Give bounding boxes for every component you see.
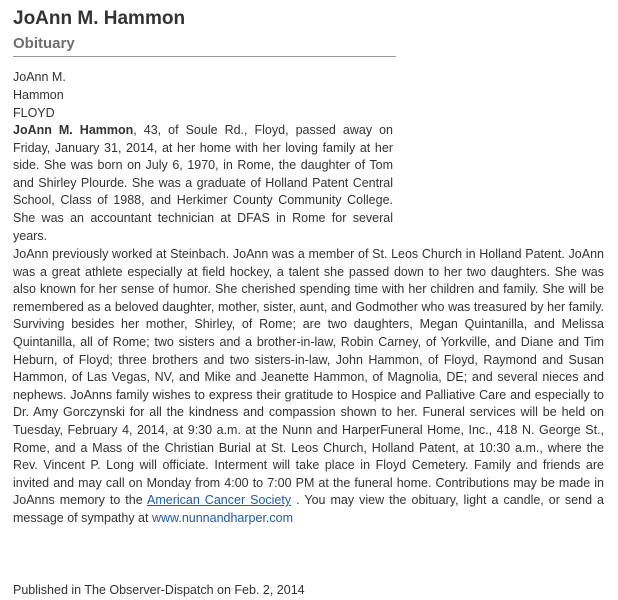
body-paragraph xyxy=(13,246,604,528)
obituary-header xyxy=(13,8,395,54)
page-title: JoAnn M. Hammon xyxy=(13,8,186,29)
name-line-1: JoAnn M. xyxy=(13,70,66,84)
body-text: JoAnn previously worked at Steinbach. JoAnn was a member of St. Leos Church in Holland Patent. JoAnn was a great athlete especially at field hockey, a talent she passed down to her two daughters. She was also known for her sense of humor. She cherished spending time with her children and family. She will be remembered as a beloved daughter, mother, sister, aunt, and Godmother who was treasured by her family. Surviving besides her mother, Shirley, of Rome; are two daughters, Megan Quintanilla, and Melissa Quintanilla, all of Rome; two sisters and a brother-in-law, Robin Carney, of Yorkville, and Diane and Tim Heburn, of Floyd; three brothers and two sisters-in-law, John Hammon, of Floyd, Raymond and Susan Hammon, of Las Vegas, NV, and Mike and Jeanette Hammon, of Magnolia, DE; and several nieces and nephews. JoAnns family wishes to express their gratitude to Hospice and Palliative Care and especially to Dr. Amy Gorczynski for all the kindness and compassion shown to her. Funeral services will be held on Tuesday, February 4, 2014, at 9:30 a.m. at the Nunn and HarperFuneral Home, Inc., 418 N. George St., Rome, and a Mass of the Christian Burial at St. Leos Church, Holland Patent, at 10:30 a.m., where the Rev. Vincent P. Long will officiate. Interment will take place in Floyd Cemetery. Family and friends are invited and may call on Monday from 4:00 to 7:00 PM at the funeral home. Contributions may be made in JoAnns memory to the xyxy=(13,247,604,508)
name-block xyxy=(13,68,66,122)
american-cancer-society-link[interactable]: American Cancer Society xyxy=(147,493,292,508)
page-subtitle: Obituary xyxy=(13,35,75,52)
lead-paragraph xyxy=(13,122,393,245)
name-line-2: Hammon xyxy=(13,88,64,102)
funeral-home-website-link[interactable]: www.nunnandharper.com xyxy=(151,510,294,525)
location-line: FLOYD xyxy=(13,106,55,120)
body-text-after-link: . You may view the obituary, light a candle, or send a message of sympathy at xyxy=(13,493,604,525)
lead-bold-name: JoAnn M. Hammon xyxy=(13,123,134,137)
published-line: Published in The Observer-Dispatch on Feb. 2, 2014 xyxy=(13,583,305,597)
lead-text: , 43, of Soule Rd., Floyd, passed away on Friday, January 31, 2014, at her home with her loving family at her side. She was born on July 6, 1970, in Rome, the daughter of Tom and Shirley Plourde. She was a graduate of Holland Patent Central School, Class of 1988, and Herkimer County Community College. She was an accountant technician at DFAS in Rome for several years. xyxy=(13,123,393,243)
header-divider xyxy=(13,56,396,57)
